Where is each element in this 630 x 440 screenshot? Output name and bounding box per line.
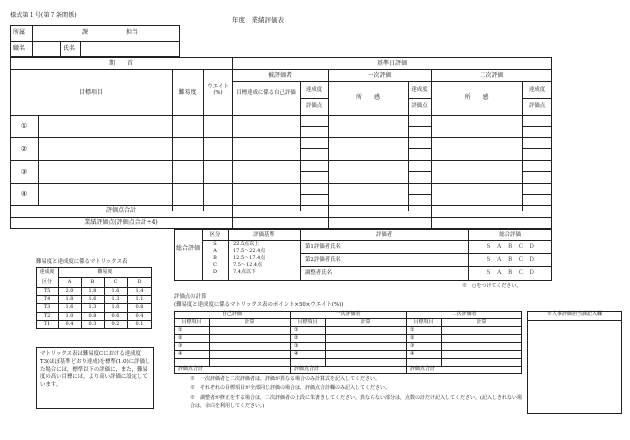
calc-row-number: ② — [294, 335, 299, 341]
calc-item-header: 目標項目 — [181, 319, 202, 325]
matrix-header: C — [113, 279, 118, 285]
matrix-cell: 0.2 — [111, 321, 120, 327]
calc-second-header: 二次評価者 — [451, 311, 477, 317]
matrix-cell: 1.3 — [111, 296, 120, 302]
range-b: 12.5～17.4点 — [233, 255, 266, 261]
grade-c: C — [213, 262, 217, 268]
row-number: ② — [20, 145, 28, 153]
matrix-achievement-label: 達成度 — [39, 269, 55, 275]
grade-b: B — [213, 255, 217, 261]
adjuster-label: 調整者氏名 — [305, 270, 332, 276]
matrix-difficulty-label: 難易度 — [97, 269, 113, 275]
grade-choice[interactable]: Ｓ Ａ Ｂ Ｃ Ｄ — [485, 270, 535, 276]
calc-total-label: 評価点合計 — [294, 366, 320, 372]
calc-row-number: ④ — [178, 351, 183, 357]
col-first-eval: 一次評価 — [367, 72, 392, 79]
col-weight: ウエイト(%) — [207, 84, 229, 97]
row-number: ① — [20, 122, 28, 130]
circle-note: ※ ○をつけてください。 — [462, 283, 522, 289]
matrix-cell: 1.6 — [88, 296, 97, 302]
calc-note: ※ それぞれの目標項目が全部同じ評価の場合は，評価点合計欄のみ記入してください。 — [190, 385, 391, 391]
col-goal: 目標項目 — [78, 89, 103, 96]
matrix-cell: 1.8 — [88, 288, 97, 294]
matrix-division-label: 区分 — [41, 279, 52, 285]
col-self-eval: 目標達成に係る自己評価 — [236, 90, 296, 96]
row-number: ③ — [20, 168, 28, 176]
calc-title: 評価点の計算 — [174, 294, 207, 300]
matrix-cell: 0.4 — [65, 321, 74, 327]
matrix-cell: 1.0 — [65, 313, 74, 319]
evaluation-table — [10, 57, 552, 229]
col-overall-eval: 総合評価 — [499, 232, 521, 238]
matrix-cell: 0.1 — [135, 321, 144, 327]
overall-label: 総合評価 — [176, 245, 201, 252]
row-number: ④ — [20, 190, 28, 198]
calc-total-label: 評価点合計 — [178, 366, 204, 372]
evaluator-2-label: 第2評価者氏名 — [305, 257, 341, 263]
label-affiliation: 所属 — [13, 29, 26, 36]
col-criteria: 評価基準 — [253, 232, 275, 238]
matrix-title: 難易度と達成度に係るマトリックス表 — [36, 259, 128, 265]
grade-s: S — [213, 241, 217, 247]
calc-row-number: ① — [178, 327, 183, 333]
calc-row-number: ① — [294, 327, 299, 333]
label-division: 課 — [82, 29, 89, 36]
label-charge: 担当 — [126, 29, 139, 36]
form-title: 年度 業績評価表 — [232, 16, 284, 24]
range-d: 7.4点以下 — [233, 269, 256, 275]
calc-item-header: 目標項目 — [297, 319, 318, 325]
matrix-header: D — [137, 279, 142, 285]
col-evaluator: 評価者 — [375, 232, 393, 238]
col-first-score: 評価点 — [411, 103, 428, 109]
col-second-remarks: 所 感 — [464, 94, 489, 101]
calc-total-label: 評価点合計 — [410, 366, 436, 372]
calc-calc-header: 計算 — [244, 319, 255, 325]
matrix-cell: 1.8 — [65, 296, 74, 302]
matrix-cell: T4 — [43, 296, 51, 302]
calc-row-number: ③ — [410, 343, 415, 349]
grade-d: D — [212, 269, 217, 275]
matrix-header: A — [67, 279, 72, 285]
staff-box-label: ※人事評価担当課記入欄 — [546, 311, 602, 317]
calc-row-number: ① — [410, 327, 415, 333]
range-s: 22.5点以上 — [233, 241, 260, 247]
staff-box — [527, 311, 622, 414]
matrix-cell: 0.4 — [135, 313, 144, 319]
matrix-cell: 0.3 — [88, 321, 97, 327]
calc-item-header: 目標項目 — [413, 319, 434, 325]
calc-row-number: ④ — [410, 351, 415, 357]
matrix-cell: 0.8 — [135, 304, 144, 310]
matrix-cell: T5 — [43, 288, 51, 294]
grade-choice[interactable]: Ｓ Ａ Ｂ Ｃ Ｄ — [485, 244, 535, 250]
evaluator-1-label: 第1評価者氏名 — [305, 244, 341, 250]
col-self-achievement: 達成度 — [305, 87, 323, 93]
matrix-cell: 0.6 — [111, 313, 120, 319]
range-c: 7.5～12.4点 — [233, 262, 263, 268]
calc-row-number: ② — [178, 335, 183, 341]
calc-row-number: ④ — [294, 351, 299, 357]
matrix-cell: T3 — [43, 304, 51, 310]
section-first-half: 期 首 — [108, 60, 133, 67]
matrix-cell: 1.6 — [65, 304, 74, 310]
calc-row-number: ② — [410, 335, 415, 341]
col-division: 区分 — [209, 232, 221, 238]
matrix-cell: 1.3 — [88, 304, 97, 310]
col-first-achievement: 達成度 — [411, 87, 428, 93]
calc-subtitle: (難易度と達成度に係るマトリックス表のポイント×50×ウエイト(%)) — [174, 302, 344, 308]
matrix-cell: 1.6 — [111, 288, 120, 294]
section-reference-date: 基準日評価 — [376, 60, 407, 67]
grade-a: A — [213, 248, 217, 254]
label-name: 氏名 — [63, 45, 76, 52]
matrix-header: B — [90, 279, 95, 285]
col-self-rater: 被評価者 — [267, 72, 292, 79]
grade-choice[interactable]: Ｓ Ａ Ｂ Ｃ Ｄ — [485, 257, 535, 263]
matrix-cell: 1.0 — [111, 304, 120, 310]
col-second-eval: 二次評価 — [479, 72, 504, 79]
calc-note: ※ 一次評価者と二次評価者は，評価が異なる場合のみ計算式を記入してください。 — [190, 376, 381, 382]
matrix-note: マトリックス表は難易度Cにおける達成度T3(ほぼ基準どおり達成)を標準(1.0)に評価した場合には，標準以下の評価に，また，難易度の高い目標には，より高い評価に設定しています。 — [40, 351, 151, 389]
performance-score-label: 業績評価点(評価点合計÷4) — [84, 219, 158, 226]
range-a: 17.5～22.4点 — [233, 248, 266, 254]
calc-note: ※ 調整者が修正をする場合は，二次評価者の上段に朱書きしてください。異ならない部分は，点数の計だけ記入してください。(記入しきれない場合は，余白を利用してください。) — [190, 395, 522, 409]
col-self-score: 評価点 — [305, 103, 323, 109]
col-difficulty: 難易度 — [178, 89, 197, 96]
col-first-remarks: 所 感 — [355, 94, 380, 101]
calc-self-header: 自己評価 — [221, 311, 242, 317]
calc-calc-header: 計算 — [476, 319, 487, 325]
calc-row-number: ③ — [178, 343, 183, 349]
col-second-score: 評価点 — [528, 103, 546, 109]
score-total-label: 評価点合計 — [105, 207, 136, 214]
matrix-cell: T2 — [43, 313, 51, 319]
form-number: 様式第１号(第７条関係) — [10, 12, 77, 19]
matrix-cell: 1.1 — [135, 296, 144, 302]
calc-row-number: ③ — [294, 343, 299, 349]
label-position: 職名 — [13, 45, 26, 52]
calc-calc-header: 計算 — [360, 319, 371, 325]
calc-first-header: 一次評価者 — [335, 311, 361, 317]
matrix-cell: 1.4 — [135, 288, 144, 294]
matrix-cell: 0.8 — [88, 313, 97, 319]
col-second-achievement: 達成度 — [528, 87, 546, 93]
matrix-cell: T1 — [43, 321, 51, 327]
matrix-cell: 2.0 — [65, 288, 74, 294]
